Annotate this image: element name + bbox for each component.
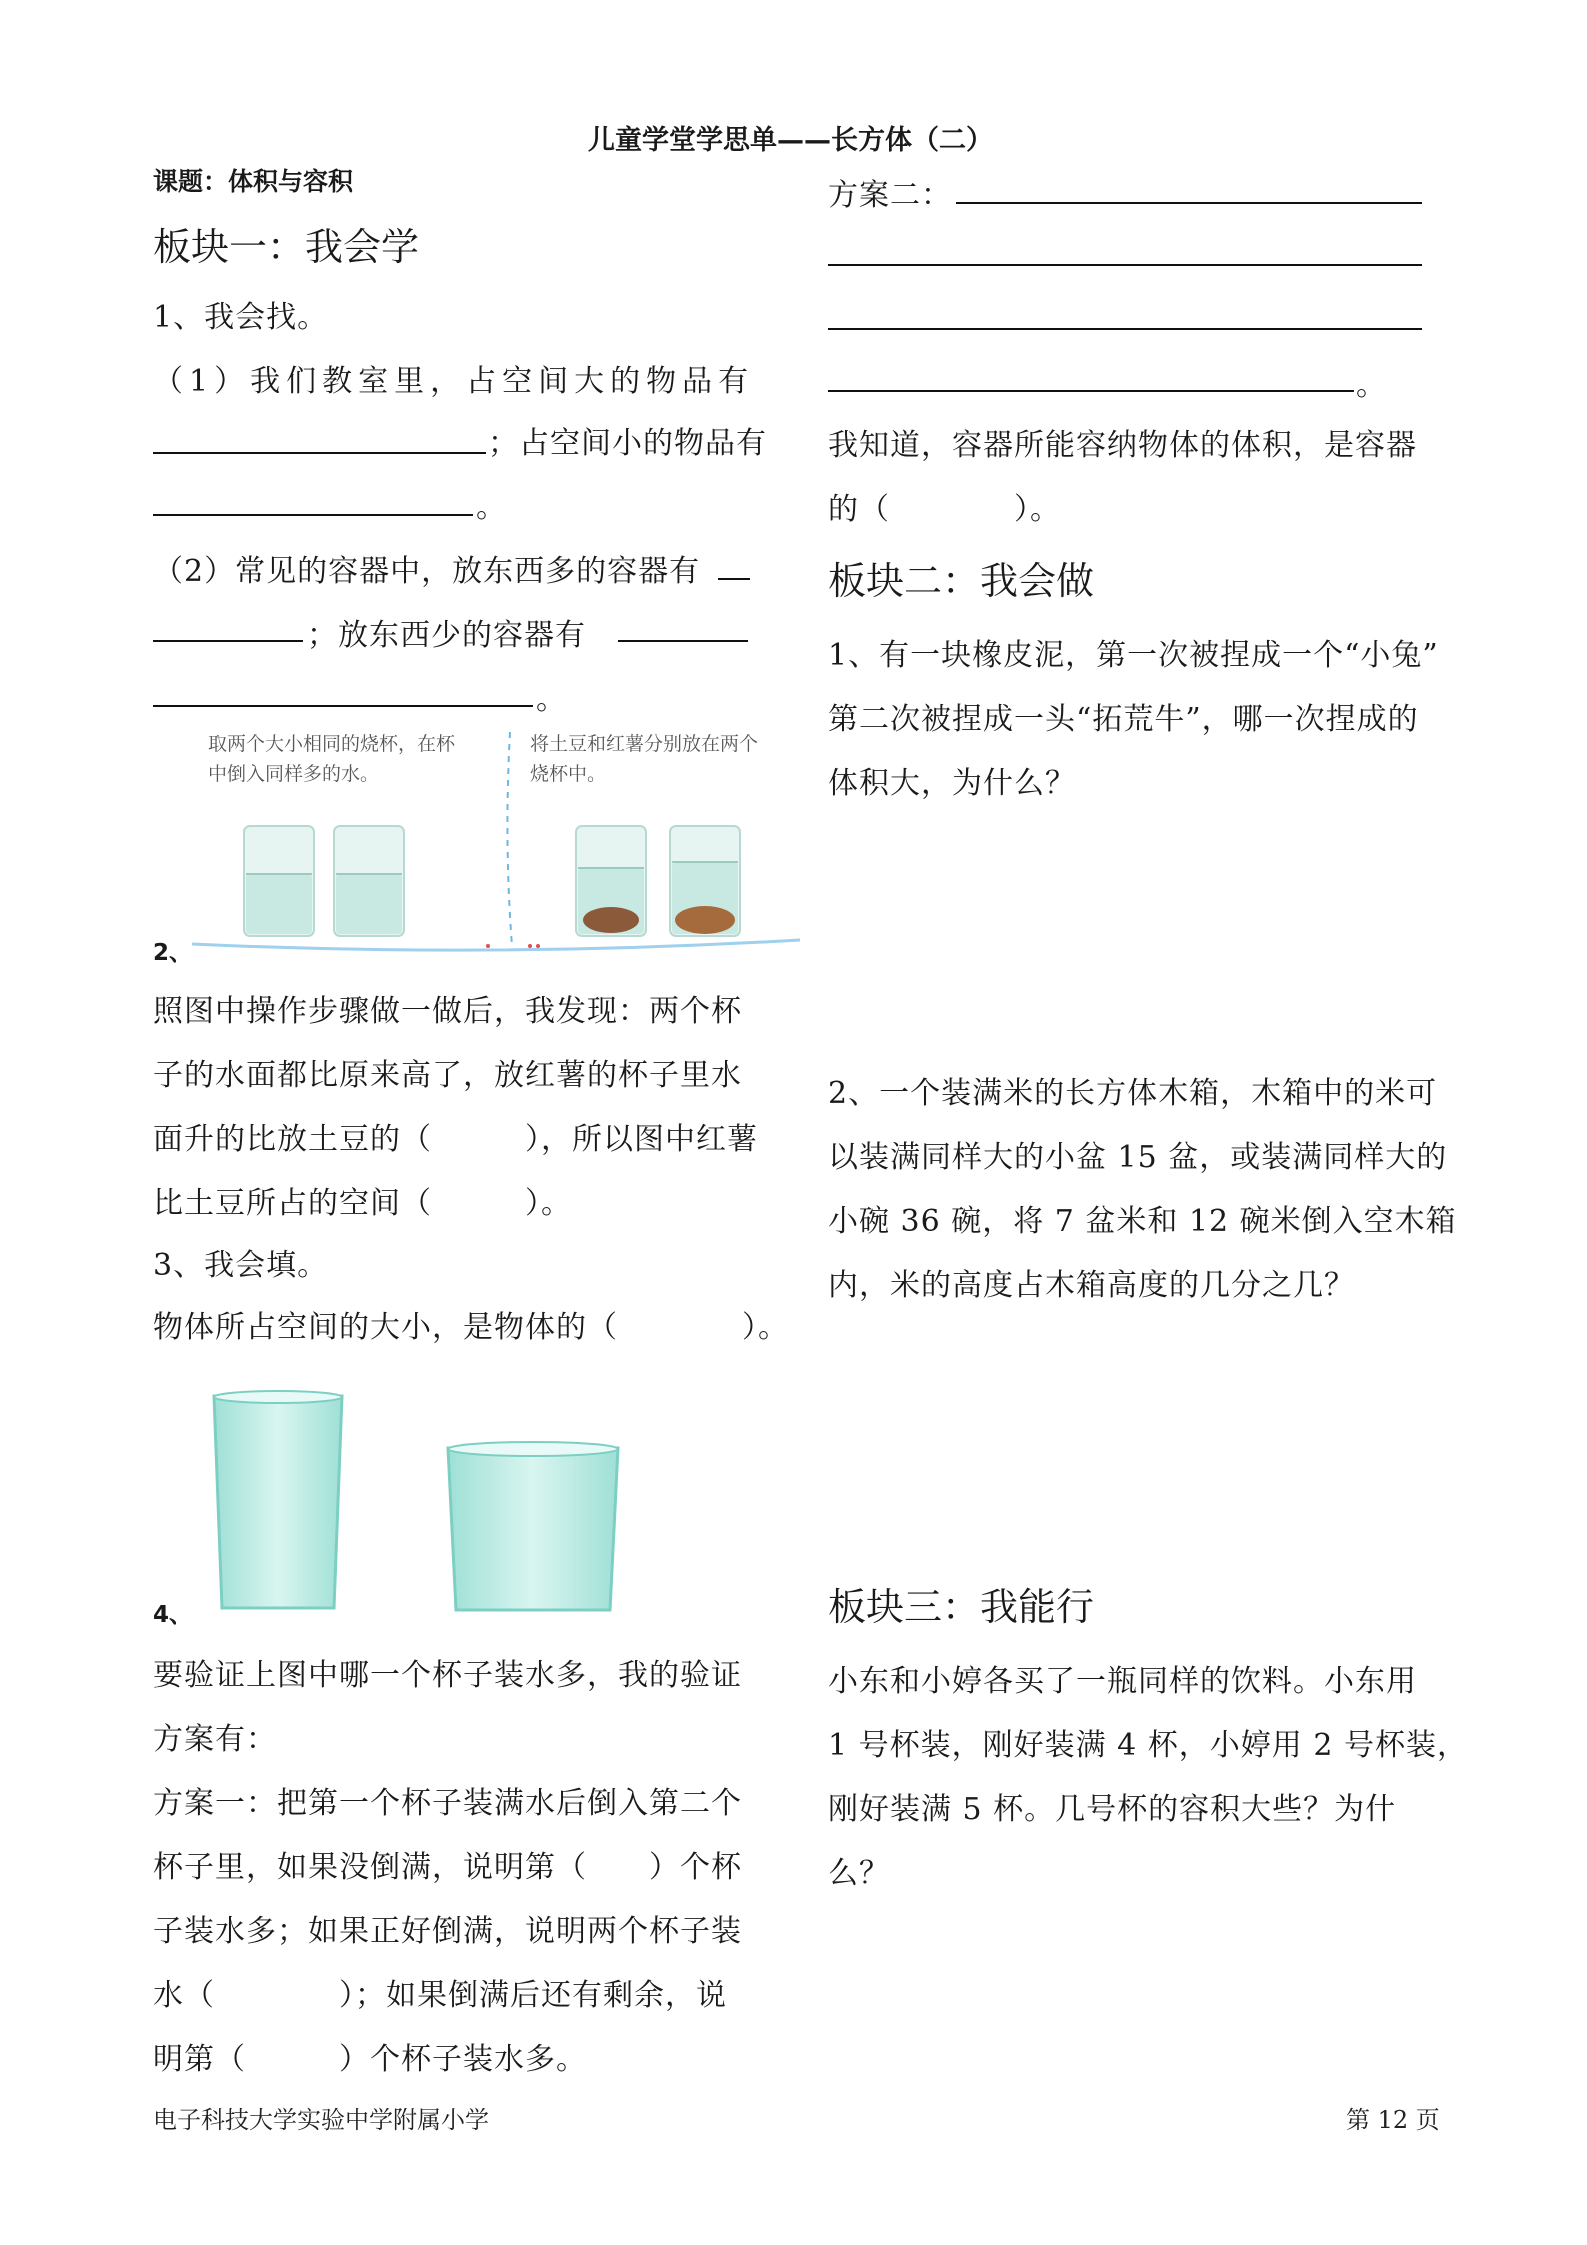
tall-cup-icon — [214, 1391, 342, 1608]
q4-conclusion-1: 我知道，容器所能容纳物体的体积，是容器 — [828, 428, 1417, 463]
q1-part2-line1: （2）常见的容器中，放东西多的容器有 — [153, 554, 701, 589]
q1-answer-line-less-start[interactable] — [618, 640, 748, 642]
fig-right-caption-2: 烧杯中。 — [530, 763, 607, 785]
section3-heading: 板块三：我能行 — [828, 1585, 1095, 1629]
q1-answer-line-more-start[interactable] — [718, 578, 750, 580]
q4-line-5: 子装水多；如果正好倒满，说明两个杯子装 — [153, 1914, 742, 1949]
q1-answer-line-less[interactable] — [153, 705, 533, 707]
q3-label: 3、我会填。 — [153, 1248, 329, 1283]
q4-line-2: 方案有： — [153, 1722, 277, 1757]
page-title: 儿童学堂学思单——长方体（二） — [588, 125, 993, 156]
q4-line-4: 杯子里，如果没倒满，说明第（ ）个杯 — [153, 1850, 742, 1885]
q3-line: 物体所占空间的大小，是物体的（ ）。 — [153, 1310, 789, 1345]
beaker-experiment-figure — [192, 722, 800, 958]
q1-answer-line-more[interactable] — [153, 640, 303, 642]
s3-line-3: 刚好装满 5 杯。几号杯的容积大些？为什 — [828, 1792, 1397, 1827]
beaker-with-sweet-potato-icon — [670, 826, 740, 936]
q1-part2-end: 。 — [536, 682, 567, 717]
plan2-answer-line-2[interactable] — [828, 264, 1422, 266]
footer-page-number: 第 12 页 — [1346, 2106, 1440, 2134]
s2-q2-line-2: 以装满同样大的小盆 15 盆，或装满同样大的 — [828, 1140, 1448, 1175]
plan2-answer-line-4[interactable] — [828, 390, 1354, 392]
s2-q2-line-1: 2、一个装满米的长方体木箱，木箱中的米可 — [828, 1076, 1438, 1111]
q2-line-3: 面升的比放土豆的（ ），所以图中红薯 — [153, 1122, 758, 1157]
s3-line-2: 1 号杯装，刚好装满 4 杯，小婷用 2 号杯装， — [828, 1728, 1468, 1763]
s3-line-1: 小东和小婷各买了一瓶同样的饮料。小东用 — [828, 1664, 1417, 1699]
q4-line-7: 明第（ ）个杯子装水多。 — [153, 2042, 587, 2077]
beaker-with-potato-icon — [576, 826, 646, 936]
section2-heading: 板块二：我会做 — [828, 559, 1095, 603]
q4-conclusion-2: 的（ ）。 — [828, 492, 1061, 527]
plan2-label: 方案二： — [828, 178, 952, 213]
q4-line-1: 要验证上图中哪一个杯子装水多，我的验证 — [153, 1658, 742, 1693]
beaker-icon — [334, 826, 404, 936]
q1-part2-line2: ；放东西少的容器有 — [307, 618, 586, 653]
beaker-icon — [244, 826, 314, 936]
q2-line-1: 照图中操作步骤做一做后，我发现：两个杯 — [153, 994, 742, 1029]
q4-line-3: 方案一：把第一个杯子装满水后倒入第二个 — [153, 1786, 742, 1821]
q4-number: 4、 — [153, 1602, 193, 1628]
q1-answer-line-large[interactable] — [153, 452, 486, 454]
fig-left-caption-2: 中倒入同样多的水。 — [208, 763, 380, 785]
fig-right-caption-1: 将土豆和红薯分别放在两个 — [530, 733, 759, 755]
fig-left-caption-1: 取两个大小相同的烧杯，在杯 — [208, 733, 456, 755]
q1-part1-line2: ；占空间小的物品有 — [488, 426, 767, 461]
q4-line-6: 水（ ）；如果倒满后还有剩余，说 — [153, 1978, 727, 2013]
q2-line-2: 子的水面都比原来高了，放红薯的杯子里水 — [153, 1058, 742, 1093]
s2-q1-line-2: 第二次被捏成一头“拓荒牛”，哪一次捏成的 — [828, 702, 1419, 737]
q1-answer-line-small[interactable] — [153, 514, 473, 516]
q1-part1-end: 。 — [476, 490, 507, 525]
q1-label: 1、我会找。 — [153, 300, 329, 335]
section1-heading: 板块一：我会学 — [153, 225, 420, 269]
plan2-answer-line-3[interactable] — [828, 328, 1422, 330]
q1-part1-line1: （1）我们教室里，占空间大的物品有 — [153, 364, 755, 399]
lesson-topic: 课题：体积与容积 — [153, 167, 354, 196]
s2-q2-line-4: 内，米的高度占木箱高度的几分之几？ — [828, 1268, 1355, 1303]
s3-line-4: 么？ — [828, 1856, 890, 1891]
s2-q1-line-3: 体积大，为什么？ — [828, 766, 1076, 801]
footer-school: 电子科技大学实验中学附属小学 — [153, 2106, 489, 2134]
two-cups-figure — [200, 1388, 630, 1618]
q2-line-4: 比土豆所占的空间（ ）。 — [153, 1186, 572, 1221]
s2-q2-line-3: 小碗 36 碗，将 7 盆米和 12 碗米倒入空木箱 — [828, 1204, 1457, 1239]
plan2-answer-line-1[interactable] — [956, 202, 1422, 204]
s2-q1-line-1: 1、有一块橡皮泥，第一次被捏成一个“小兔” — [828, 638, 1439, 673]
q2-number: 2、 — [153, 940, 193, 966]
plan2-end: 。 — [1356, 368, 1387, 403]
short-cup-icon — [448, 1442, 618, 1610]
